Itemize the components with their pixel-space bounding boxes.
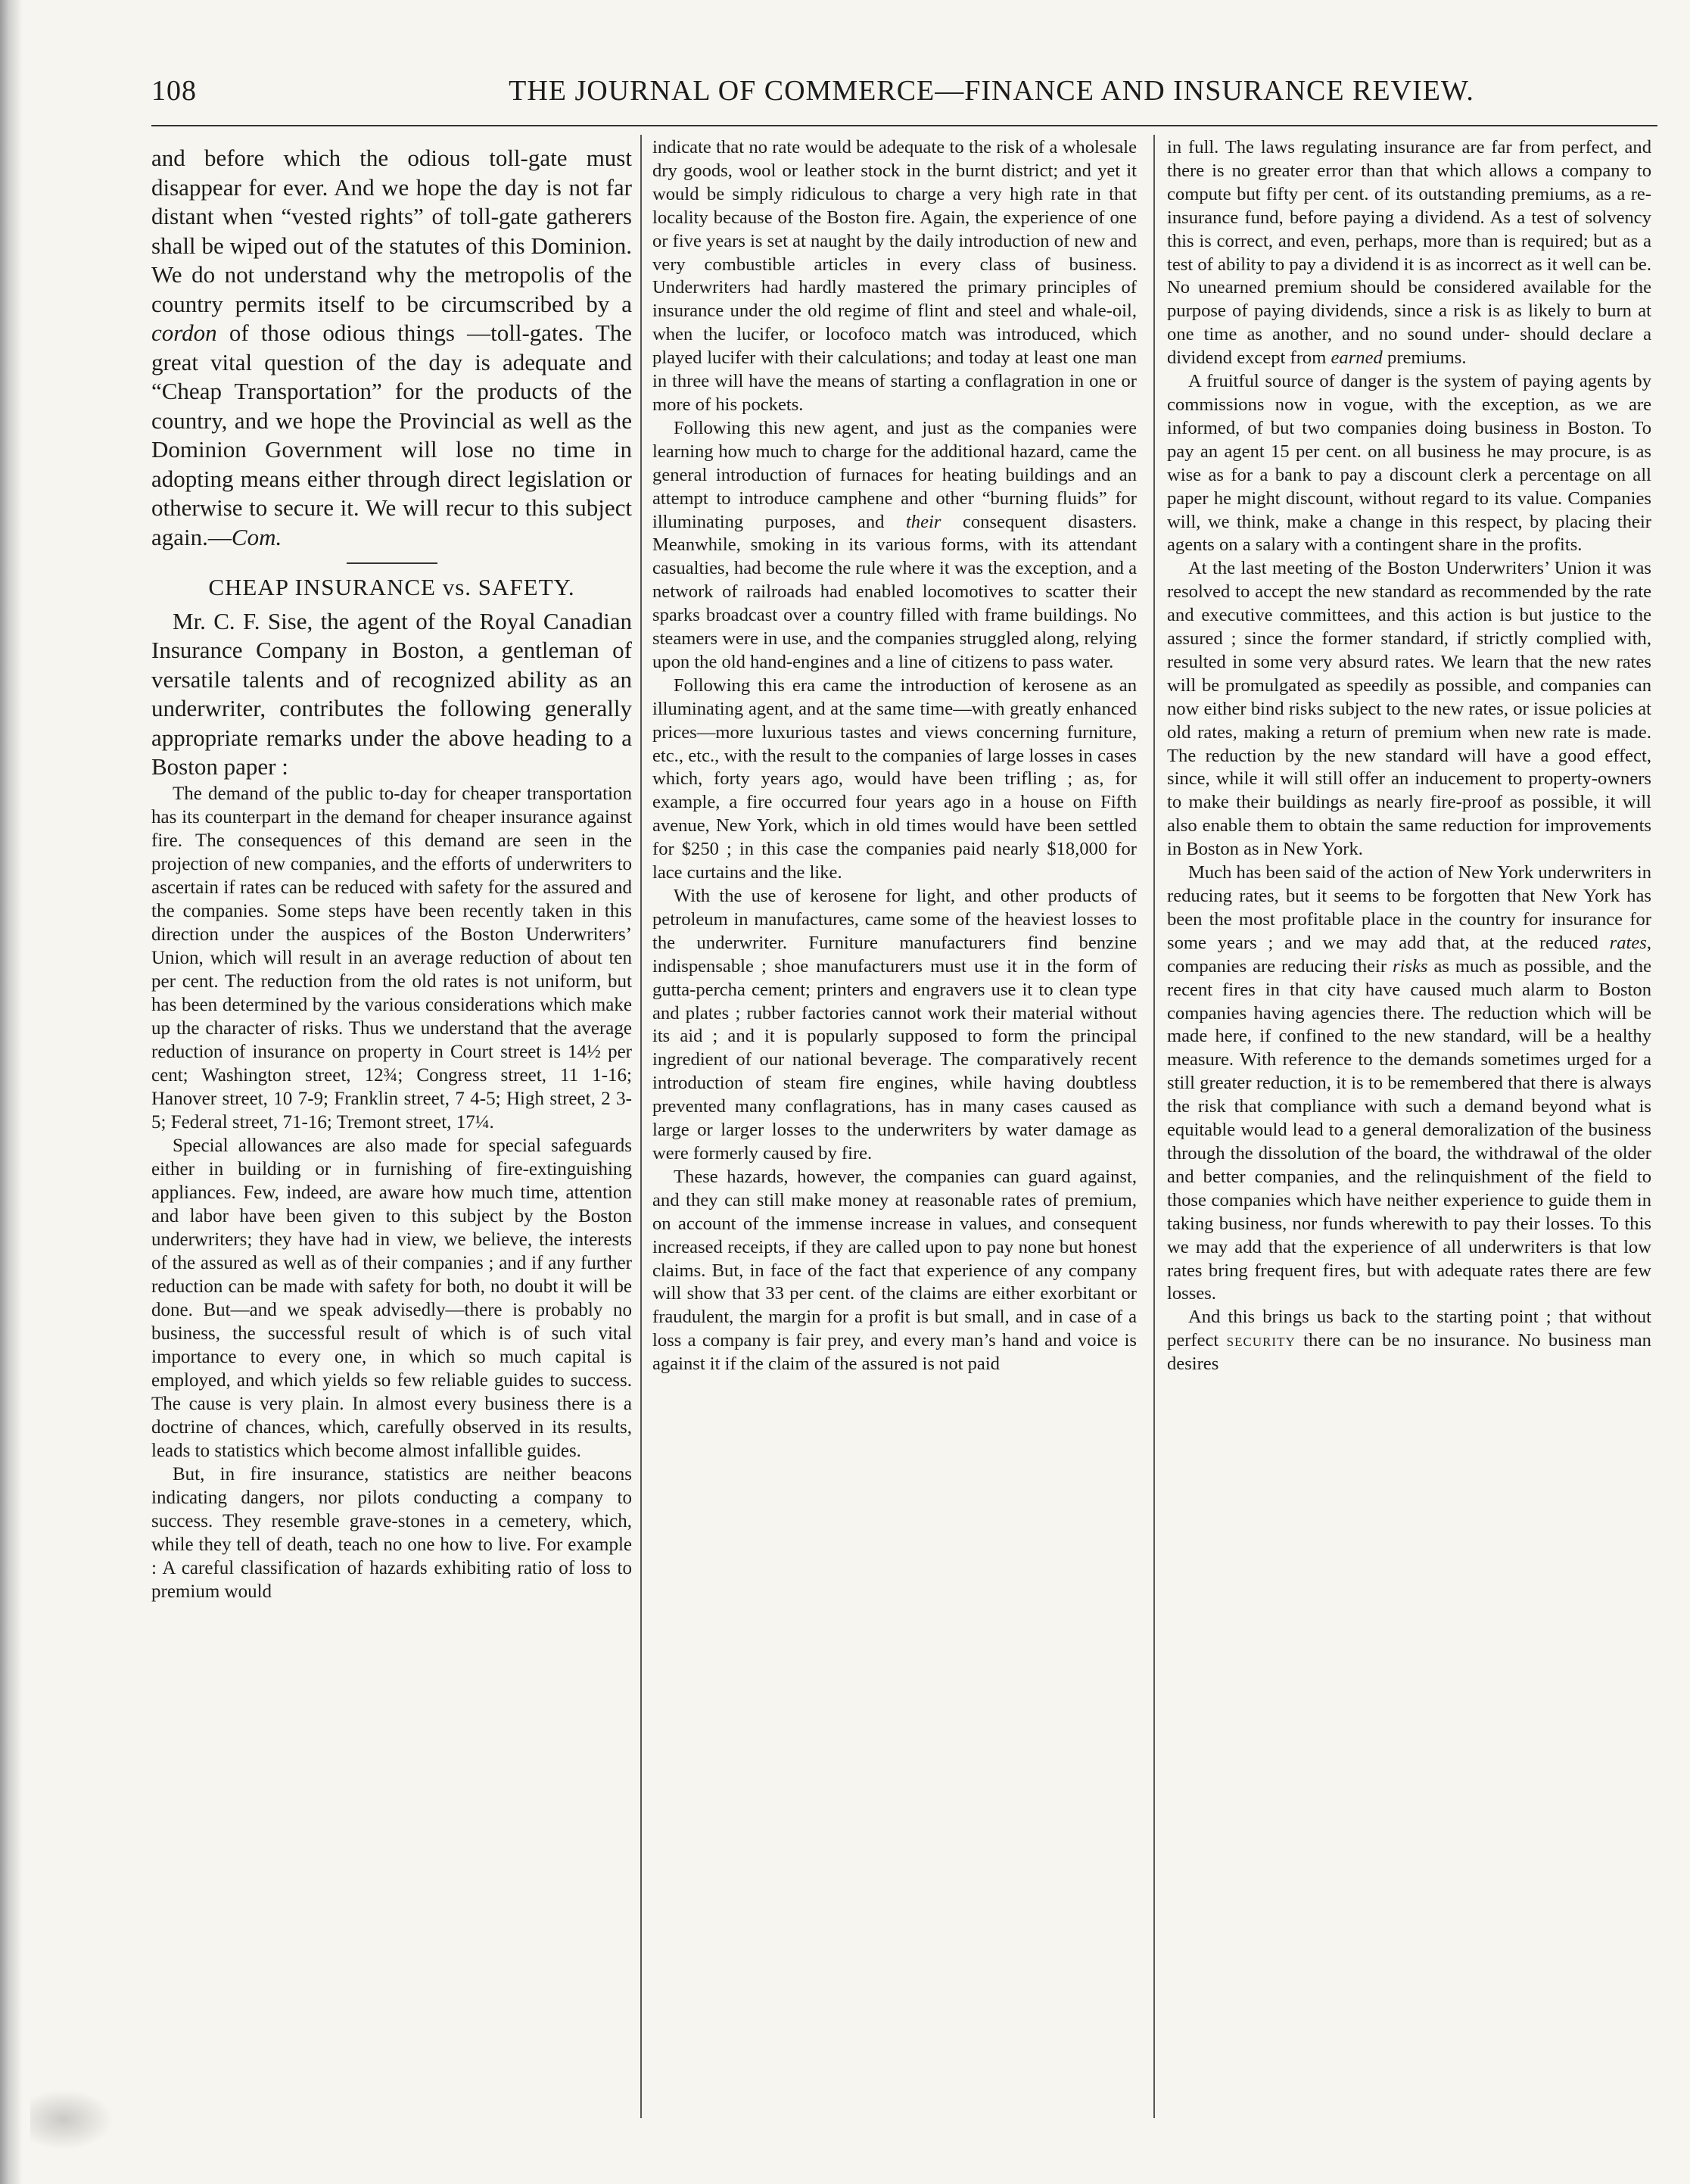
page-header: [151, 74, 1657, 120]
column-divider: [640, 135, 642, 2118]
section-rule: [347, 562, 437, 564]
ink-smudge: [30, 2089, 114, 2150]
column-divider: [1153, 135, 1155, 2118]
column-2: [652, 136, 1137, 1376]
paragraph: But, in fire insurance, statistics are neither beacons indicating dangers, nor pilots conducting a company to success. They resemble grave-stones in a cemetery, which, while they tell of death, teach no one how to live. For example : A careful classification of hazards exhibiting ratio of loss to premium would: [151, 1463, 632, 1602]
column-3: [1167, 136, 1651, 1376]
paragraph: With the use of kerosene for light, and other products of petroleum in manufactures, came some of the heaviest losses to the underwriter. Furniture manufacturers find benzine indispensable ; shoe manufacturers must use it in the form of gutta-percha cement; printers and engravers use it to clean type and plates ; rubber factories cannot work their material without its aid ; and it is popularly supposed to form the principal ingredient of our national beverage. The comparatively recent introduction of steam fire engines, while having doubtless prevented many conflagrations, has in many cases caused as large or larger losses to the underwriters by water damage as were formerly caused by fire.: [652, 886, 1137, 1164]
column-1: [151, 144, 632, 1603]
paragraph: Special allowances are also made for special safeguards either in building or in furnishing of fire-extinguishing appliances. Few, indeed, are aware how much time, attention and labor have been given to this subject by the Boston underwriters; they have had in view, we believe, the interests of the assured as well as of their companies ; and if any further reduction can be made with safety for both, no doubt it will be done. But—and we speak advisedly—there is probably no business, the successful result of which is of such vital importance to every one, in which so much capital is employed, and which yields so few reliable guides to success. The cause is very plain. In almost every business there is a doctrine of chances, which, carefully observed in its results, leads to statistics which become almost infallible guides.: [151, 1135, 632, 1461]
paragraph: Following this era came the introduction of kerosene as an illuminating agent, and at the same time—with greatly enhanced prices—more luxurious tastes and views concerning furniture, etc., etc., with the result to the companies of large losses in cases which, forty years ago, would have been trifling ; as, for example, a fire occurred four years ago in a house on Fifth avenue, New York, which in old times would have been settled for $250 ; in this case the companies paid nearly $18,000 for lace curtains and the like.: [652, 675, 1137, 883]
paragraph: A fruitful source of danger is the system of paying agents by commissions now in vogue, with the exception, as we are informed, of but two companies doing business in Boston. To pay an agent 15 per cent. on all business he may procure, is as wise as for a bank to pay a discount clerk a percentage on all paper he might discount, without regard to its value. Companies will, we think, make a change in this respect, by placing their agents on a salary with a contingent share in the profits.: [1167, 371, 1651, 556]
article-lead: Mr. C. F. Sise, the agent of the Royal Canadian Insurance Company in Boston, a gentleman of versatile talents and of recognized ability as an underwriter, contributes the following generally appropriate remarks under the above heading to a Boston paper :: [151, 607, 632, 780]
quoted-text: [151, 782, 632, 1603]
paragraph: Much has been said of the action of New York underwriters in reducing rates, but it seems to be forgotten that New York has been the most profitable place in the country for insurance for some years ; and we may add that, at the reduced rates, companies are reducing their risks as much as possible, and the recent fires in that city have caused much alarm to Boston companies having agencies there. The reduction which will be made here, if confined to the new standard, will be a healthy measure. With reference to the demands sometimes urged for a still greater reduction, it is to be remembered that there is always the risk that compliance with such a demand beyond what is equitable would lead to a general demoralization of the business through the dissolution of the board, the withdrawal of the older and better companies, and the relinquishment of the field to those companies which have neither experience to guide them in taking business, nor funds wherewith to pay their losses. To this we may add that the experience of all underwriters is that low rates bring frequent fires, but with adequate rates there are few losses.: [1167, 862, 1651, 1304]
page-edge-shadow: [0, 0, 23, 2184]
intro-paragraph: and before which the odious toll-gate must disappear for ever. And we hope the day is not far distant when “vested rights” of toll-gate gatherers shall be wiped out of the statutes of this Dominion. We do not understand why the metropolis of the country permits itself to be circumscribed by a cordon of those odious things —toll-gates. The great vital question of the day is adequate and “Cheap Transportation” for the products of the country, and we hope the Provincial as well as the Dominion Government will lose no time in adopting means either through direct legislation or otherwise to secure it. We will recur to this subject again.—Com.: [151, 145, 632, 550]
running-title: THE JOURNAL OF COMMERCE—FINANCE AND INSURANCE REVIEW.: [509, 75, 1474, 107]
paragraph: The demand of the public to-day for cheaper transportation has its counterpart in the demand for cheaper insurance against fire. The consequences of this demand are seen in the projection of new companies, and the efforts of underwriters to ascertain if rates can be reduced with safety for the assured and the companies. Some steps have been recently taken in this direction under the auspices of the Boston Underwriters’ Union, which will result in an average reduction of about ten per cent. The reduction from the old rates is not uniform, but has been determined by the various considerations which make up the character of risks. Thus we understand that the average reduction of insurance on property in Court street is 14½ per cent; Washington street, 12¾; Congress street, 11 1-16; Hanover street, 10 7-9; Franklin street, 7 4-5; High street, 2 3-5; Federal street, 71-16; Tremont street, 17¼.: [151, 783, 632, 1133]
paragraph: And this brings us back to the starting point ; that without perfect security there can be no insurance. No business man desires: [1167, 1307, 1651, 1375]
paragraph: Following this new agent, and just as the companies were learning how much to charge for the additional hazard, came the general introduction of furnaces for heating buildings and an attempt to introduce camphene and other “burning fluids” for illuminating purposes, and their consequent disasters. Meanwhile, smoking in its various forms, with its attendant casualties, had become the rule where it was the exception, and a network of railroads had enabled locomotives to scatter their sparks broadcast over a country filled with frame buildings. No steamers were in use, and the companies struggled along, relying upon the old hand-engines and a line of citizens to pass water.: [652, 417, 1137, 672]
paragraph: At the last meeting of the Boston Underwriters’ Union it was resolved to accept the new standard as recommended by the rate and executive committees, and this action is but justice to the assured ; since the former standard, if strictly complied with, resulted in some very absurd rates. We learn that the new rates will be promulgated as speedily as possible, and companies can now either bind risks subject to the new rates, or issue policies at old rates, making a return of premium when new rate is made. The reduction by the new standard will have a good effect, since, while it will still offer an inducement to property-owners to make their buildings as nearly fire-proof as possible, it will also enable them to obtain the same reduction for improvements in Boston as in New York.: [1167, 558, 1651, 860]
paragraph: These hazards, however, the companies can guard against, and they can still make money at reasonable rates of premium, on account of the immense increase in values, and consequent increased receipts, if they are called upon to pay none but honest claims. But, in face of the fact that experience of any company will show that 33 per cent. of the claims are either exorbitant or fraudulent, the margin for a profit is but small, and in case of a loss a company is fair prey, and every man’s hand and voice is against it if the claim of the assured is not paid: [652, 1166, 1137, 1375]
paragraph: indicate that no rate would be adequate to the risk of a wholesale dry goods, wool or leather stock in the burnt district; and yet it would be simply ridiculous to charge a very high rate in that locality because of the Boston fire. Again, the experience of one or five years is set at naught by the daily introduction of new and very combustible articles in every class of business. Underwriters had hardly mastered the primary principles of insurance under the old regime of flint and steel and whale-oil, when the lucifer, or locofoco match was introduced, which played lucifer with their calculations; and today at least one man in three will have the means of starting a conflagration in one or more of his pockets.: [652, 137, 1137, 415]
signoff: Com.: [231, 523, 282, 550]
paragraph: in full. The laws regulating insurance are far from perfect, and there is no greater error than that which allows a company to compute but fifty per cent. of its outstanding premiums, as a re-insurance fund, before paying a dividend. As a test of solvency this is correct, and even, perhaps, more than is required; but as a test of ability to pay a dividend it is as incorrect as it well can be. No unearned premium should be considered available for the purpose of paying dividends, since a risk is as likely to burn at one time as another, and no sound under- should declare a dividend except from earned premiums.: [1167, 137, 1651, 369]
header-rule: [151, 125, 1657, 126]
italic-word: cordon: [151, 319, 217, 346]
article-title: CHEAP INSURANCE vs. SAFETY.: [208, 574, 575, 600]
page-number: 108: [151, 75, 197, 107]
